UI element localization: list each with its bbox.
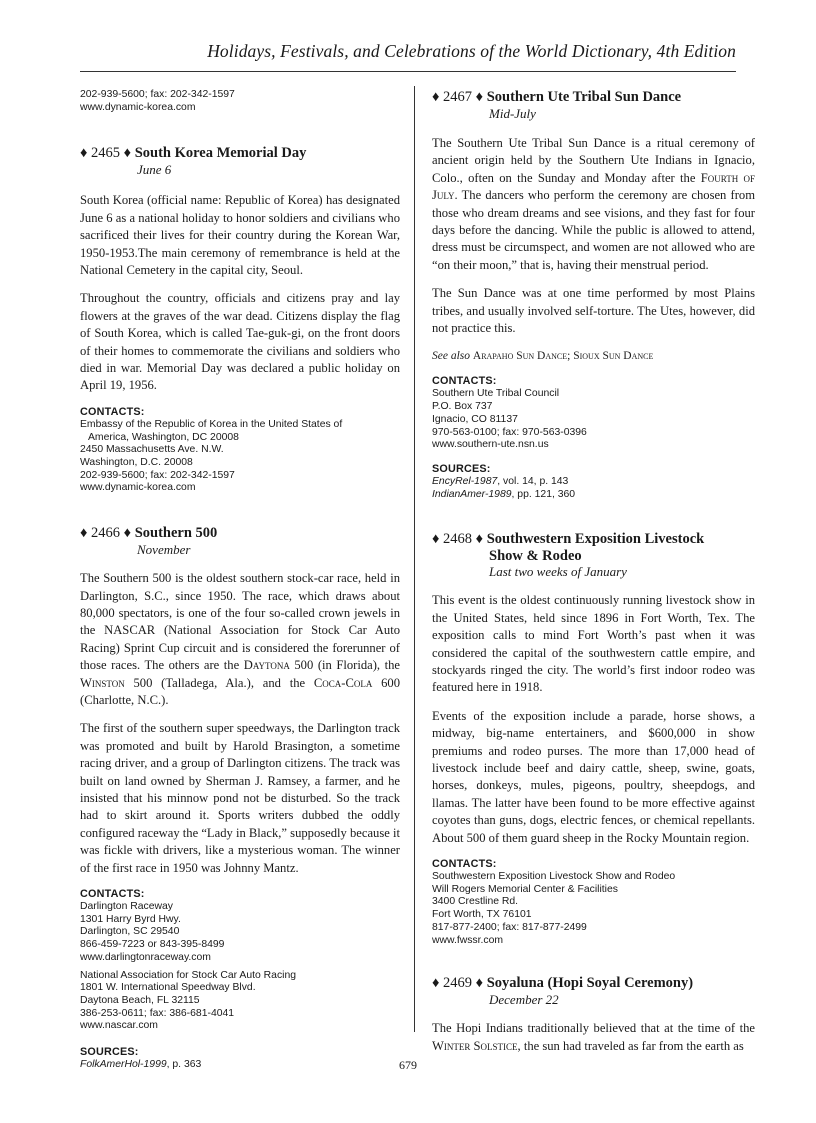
contacts-label: CONTACTS: (432, 858, 497, 871)
contact-line: Washington, D.C. 20008 (80, 456, 193, 468)
entry-heading (80, 145, 400, 162)
contact-line: 202-939-5600; fax: 202-342-1597 (80, 469, 235, 481)
contact-line: Embassy of the Republic of Korea in the United States of (80, 418, 343, 430)
contacts (80, 406, 400, 495)
contact-line: www.nascar.com (80, 1020, 158, 1032)
entry-paragraph: The Sun Dance was at one time performed by most Plains tribes, and usually involved self-torture. The Utes, however, did not practice this. (432, 286, 755, 336)
source-ref: , p. 363 (166, 1059, 202, 1071)
contact-line: 1801 W. International Speedway Blvd. (80, 982, 256, 994)
entry-heading (432, 89, 755, 106)
contact-line: 386-253-0611; fax: 386-681-4041 (80, 1007, 235, 1019)
entry-title: Southern 500 (134, 525, 218, 542)
entry-number: ♦ 2466 ♦ (80, 525, 132, 542)
source-title: EncyRel-1987 (432, 475, 498, 487)
entry-number: ♦ 2469 ♦ (432, 975, 484, 992)
source-ref: , pp. 121, 360 (511, 488, 576, 500)
entry-date: Mid-July (489, 106, 536, 121)
contacts (80, 888, 400, 1033)
entry-2469 (432, 975, 755, 1055)
separator: ; (567, 350, 574, 363)
contact-line: 2450 Massachusetts Ave. N.W. (80, 444, 224, 456)
entry-heading (432, 975, 755, 992)
sources-label: SOURCES: (80, 1046, 139, 1059)
contact-line: www.darlingtonraceway.com (80, 951, 211, 963)
source-title: FolkAmerHol-1999 (80, 1059, 167, 1071)
text-run: 500 (Talladega, Ala.), and the (124, 675, 314, 690)
entry-heading (432, 531, 755, 548)
contact-line: Will Rogers Memorial Center & Facilities (432, 883, 618, 895)
entry-paragraph: South Korea (official name: Republic of Korea) has designated June 6 as a national holiday to honor soldiers and civilians who sacrificed their lives for their country during the Korean War, 1950-1953.The main ceremony of remembrance is held at the National Cemetery in the capital city, Seoul. (80, 193, 400, 278)
entry-2468 (432, 531, 755, 947)
text-run: The Hopi Indians traditionally believed that at the time of the (432, 1021, 755, 1036)
entry-paragraph: This event is the oldest continuously running livestock show in the United States, held since 1896 in Fort Worth, Tex. The exposition calls to mind Fort Worth’s past when it was considered the capital of the southwestern cattle empire, and stockyards ringed the city. The world’s first indoor rodeo was featured here in 1918. (432, 593, 755, 695)
entry-title-continued: Show & Rodeo (489, 548, 582, 565)
cross-reference: Winston (80, 675, 125, 690)
right-column (432, 88, 755, 1055)
contact-line: National Association for Stock Car Auto Racing (80, 969, 297, 981)
text-run: The Southern 500 is the oldest southern stock-car race, held in Darlington, S.C., since 1950. The race, which draws about 80,000 spectators, is one of the four so-called crown jewels in the NASCAR (National Association for Stock Car Auto Racing) Sprint Cup circuit and is considered the forerunner of those races. The others are the (80, 571, 400, 673)
see-also-label: See also (432, 350, 471, 363)
contact-line: 1301 Harry Byrd Hwy. (80, 913, 181, 925)
entry-paragraph: The first of the southern super speedways, the Darlington track was promoted and built by Harold Brasington, a sometime racing driver, and a group of Darlington citizens. The track was built on land owned by Sherman J. Ramsey, a farmer, and he insisted that his minnow pond not be disturbed. So the track had to skirt around it. Sports writers dubbed the oddly configured raceway the “Lady in Black,” supposedly because it was fickle with drivers, like a mysterious woman. The winner of the first race in 1950 was Johnny Mantz. (80, 721, 400, 875)
entry-number: ♦ 2465 ♦ (80, 145, 132, 162)
contact-line: www.fwssr.com (432, 934, 504, 946)
entry-title: Southern Ute Tribal Sun Dance (486, 89, 682, 105)
contact-line: Darlington Raceway (80, 901, 173, 912)
entry-number: ♦ 2468 ♦ (432, 531, 484, 548)
top-contact (80, 89, 400, 114)
contact-line: Daytona Beach, FL 32115 (80, 994, 200, 1006)
see-also (432, 348, 755, 364)
entry-2467 (432, 89, 755, 501)
source-line (432, 489, 755, 502)
cross-reference: Fourth of July (432, 170, 756, 203)
cross-reference[interactable]: Arapaho Sun Dance (472, 350, 568, 363)
contact-line: 970-563-0100; fax: 970-563-0396 (432, 426, 587, 438)
cross-reference: Daytona (243, 658, 290, 673)
running-header: Holidays, Festivals, and Celebrations of the World Dictionary, 4th Edition (207, 41, 736, 61)
contact-line: 866-459-7223 or 843-395-8499 (80, 939, 225, 951)
contact-line: 817-877-2400; fax: 817-877-2499 (432, 921, 587, 933)
contacts-label: CONTACTS: (432, 375, 497, 388)
contact-line: 202-939-5600; fax: 202-342-1597 (80, 89, 235, 100)
entry-date: Last two weeks of January (489, 564, 627, 580)
entry-date: June 6 (137, 162, 172, 178)
contacts-label: CONTACTS: (80, 888, 145, 900)
source-ref: , vol. 14, p. 143 (497, 475, 569, 487)
contact-line: www.southern-ute.nsn.us (432, 439, 549, 451)
entry-title: Southwestern Exposition Livestock (486, 531, 705, 548)
entry-date: November (137, 542, 191, 558)
entry-title: Soyaluna (Hopi Soyal Ceremony) (486, 975, 694, 992)
entry-paragraph (432, 1020, 755, 1055)
text-run: , the sun had traveled as far from the earth as (517, 1038, 744, 1053)
contacts (432, 375, 755, 452)
sources (432, 463, 755, 501)
contact-line: Southern Ute Tribal Council (432, 388, 560, 400)
text-run: The Southern Ute Tribal Sun Dance is a ritual ceremony of ancient origin held by the Southern Ute Indians in Ignacio, Colo., often on the Sunday and Monday after the (432, 136, 755, 185)
cross-reference[interactable]: Sioux Sun Dance (573, 350, 654, 363)
contacts-label: CONTACTS: (80, 405, 145, 418)
contact-line: P.O. Box 737 (432, 401, 493, 413)
contact-line: www.dynamic-korea.com (80, 101, 196, 113)
column-divider (414, 86, 415, 1032)
contact-line: America, Washington, DC 20008 (88, 431, 239, 443)
cross-reference: Coca-Cola (313, 675, 373, 690)
source-line (432, 476, 755, 489)
entry-paragraph (432, 135, 755, 274)
contact-line: Darlington, SC 29540 (80, 926, 180, 938)
contact-line: Fort Worth, TX 76101 (432, 909, 532, 921)
contact-line: www.dynamic-korea.com (80, 482, 196, 494)
text-run: 500 (in Florida), the (289, 658, 400, 673)
contact-line: Southwestern Exposition Livestock Show and Rodeo (432, 871, 676, 883)
source-title: IndianAmer-1989 (432, 488, 512, 500)
text-run: 600 (Charlotte, N.C.). (80, 675, 400, 707)
entry-number: ♦ 2467 ♦ (432, 89, 484, 105)
contacts (432, 858, 755, 947)
entry-paragraph: Events of the exposition include a parade, horse shows, a midway, big-name entertainers, and $600,000 in show premiums and rodeo purses. The more than 17,000 head of livestock include beef and dairy cattle, sheep, swine, goats, horses, donkeys, mules, pigeons, poultry, sheepdogs, and llamas. The latter have been found to be more effective against coyotes than guns, dogs, electric fences, or chemical repellants. About 500 of them guard sheep in the Rocky Mountain region. (432, 708, 755, 845)
cross-reference: Winter Solstice (432, 1038, 518, 1053)
contact-line: Ignacio, CO 81137 (432, 413, 518, 425)
left-column (80, 88, 400, 1072)
text-run: . The dancers who perform the ceremony are chosen from those who dream dreams and see visions, and they fast for four days before the dancing. While the public is allowed to attend, dress must be circumspect, and women are not allowed who are “on their moon,” that is, having their menstrual period. (432, 188, 755, 272)
sources-label: SOURCES: (432, 462, 491, 475)
entry-heading (80, 525, 400, 542)
entry-2466 (80, 525, 400, 1072)
entry-date: December 22 (489, 992, 559, 1008)
page-number: 679 (399, 1058, 417, 1072)
entry-paragraph: Throughout the country, officials and citizens pray and lay flowers at the graves of the war dead. Citizens display the flag of South Korea, which is called Tae-guk-gi, on the front doors of their homes to commemorate the civilians and soldiers who died in war. Memorial Day was declared a public holiday on April 19, 1956. (80, 291, 400, 393)
contact-line: 3400 Crestline Rd. (432, 896, 519, 908)
entry-title: South Korea Memorial Day (134, 145, 307, 162)
header-rule (80, 71, 736, 72)
entry-2465 (80, 145, 400, 495)
entry-paragraph (80, 570, 400, 709)
